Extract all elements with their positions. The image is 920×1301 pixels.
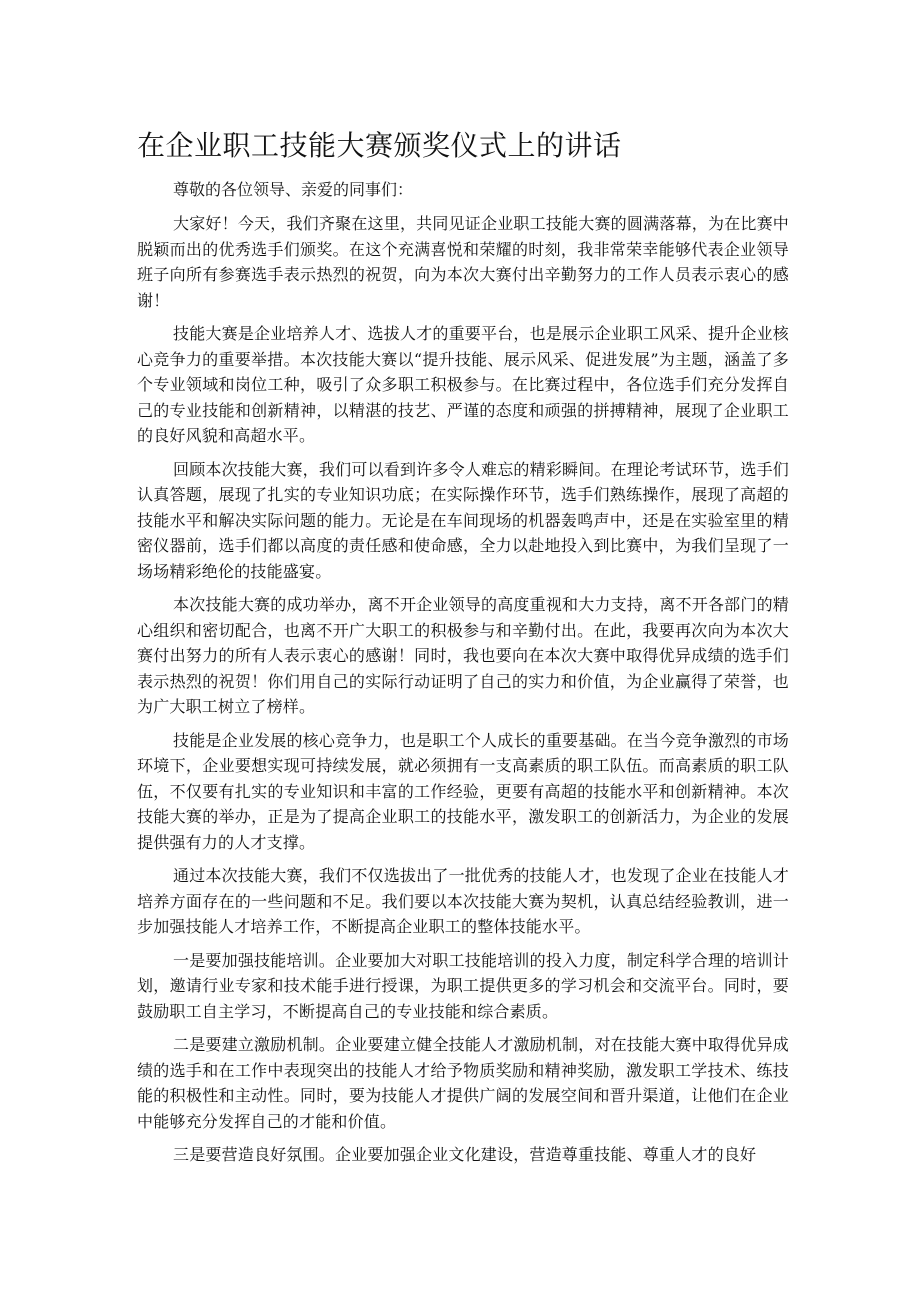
paragraph-6: 通过本次技能大赛，我们不仅选拔出了一批优秀的技能人才，也发现了企业在技能人才培养方面存在的一些问题和不足。我们要以本次技能大赛为契机，认真总结经验教训，进一步加强技能人才培养工作，不断提高企业职工的整体技能水平。 <box>137 866 789 936</box>
paragraph-8: 二是要建立激励机制。企业要建立健全技能人才激励机制，对在技能大赛中取得优异成绩的选手和在工作中表现突出的技能人才给予物质奖励和精神奖励，激发职工学技术、练技能的积极性和主动性。同时，要为技能人才提供广阔的发展空间和晋升渠道，让他们在企业中能够充分发挥自己的才能和价值。 <box>137 1035 789 1131</box>
paragraph-5: 技能是企业发展的核心竞争力，也是职工个人成长的重要基础。在当今竞争激烈的市场环境下，企业要想实现可持续发展，就必须拥有一支高素质的职工队伍。而高素质的职工队伍，不仅要有扎实的专业知识和丰富的工作经验，更要有高超的技能水平和创新精神。本次技能大赛的举办，正是为了提高企业职工的技能水平，激发职工的创新活力，为企业的发展提供强有力的人才支撑。 <box>137 730 789 852</box>
paragraph-1: 大家好！今天，我们齐聚在这里，共同见证企业职工技能大赛的圆满落幕，为在比赛中脱颖而出的优秀选手们颁奖。在这个充满喜悦和荣耀的时刻，我非常荣幸能够代表企业领导班子向所有参赛选手表示热烈的祝贺，向为本次大赛付出辛勤努力的工作人员表示衷心的感谢！ <box>137 214 789 310</box>
paragraph-9: 三是要营造良好氛围。企业要加强企业文化建设，营造尊重技能、尊重人才的良好 <box>173 1145 757 1164</box>
paragraph-7: 一是要加强技能培训。企业要加大对职工技能培训的投入力度，制定科学合理的培训计划，邀请行业专家和技术能手进行授课，为职工提供更多的学习机会和交流平台。同时，要鼓励职工自主学习，不断提高自己的专业技能和综合素质。 <box>137 950 789 1021</box>
paragraph-2: 技能大赛是企业培养人才、选拔人才的重要平台，也是展示企业职工风采、提升企业核心竞争力的重要举措。本次技能大赛以“提升技能、展示风采、促进发展”为主题，涵盖了多个专业领域和岗位工种，吸引了众多职工积极参与。在比赛过程中，各位选手们充分发挥自己的专业技能和创新精神，以精湛的技艺、严谨的态度和顽强的拼搏精神，展现了企业职工的良好风貌和高超水平。 <box>137 324 789 445</box>
greeting: 尊敬的各位领导、亲爱的同事们： <box>173 180 414 199</box>
paragraph-4: 本次技能大赛的成功举办，离不开企业领导的高度重视和大力支持，离不开各部门的精心组织和密切配合，也离不开广大职工的积极参与和辛勤付出。在此，我要再次向为本次大赛付出努力的所有人表示衷心的感谢！同时，我也要向在本次大赛中取得优异成绩的选手们表示热烈的祝贺！你们用自己的实际行动证明了自己的实力和价值，为企业赢得了荣誉，也为广大职工树立了榜样。 <box>137 595 789 716</box>
document-body <box>137 177 789 1176</box>
document-title: 在企业职工技能大赛颁奖仪式上的讲话 <box>137 129 622 162</box>
paragraph-3: 回顾本次技能大赛，我们可以看到许多令人难忘的精彩瞬间。在理论考试环节，选手们认真答题，展现了扎实的专业知识功底；在实际操作环节，选手们熟练操作，展现了高超的技能水平和解决实际问题的能力。无论是在车间现场的机器轰鸣声中，还是在实验室里的精密仪器前，选手们都以高度的责任感和使命感，全力以赴地投入到比赛中，为我们呈现了一场场精彩绝伦的技能盛宴。 <box>137 459 789 581</box>
